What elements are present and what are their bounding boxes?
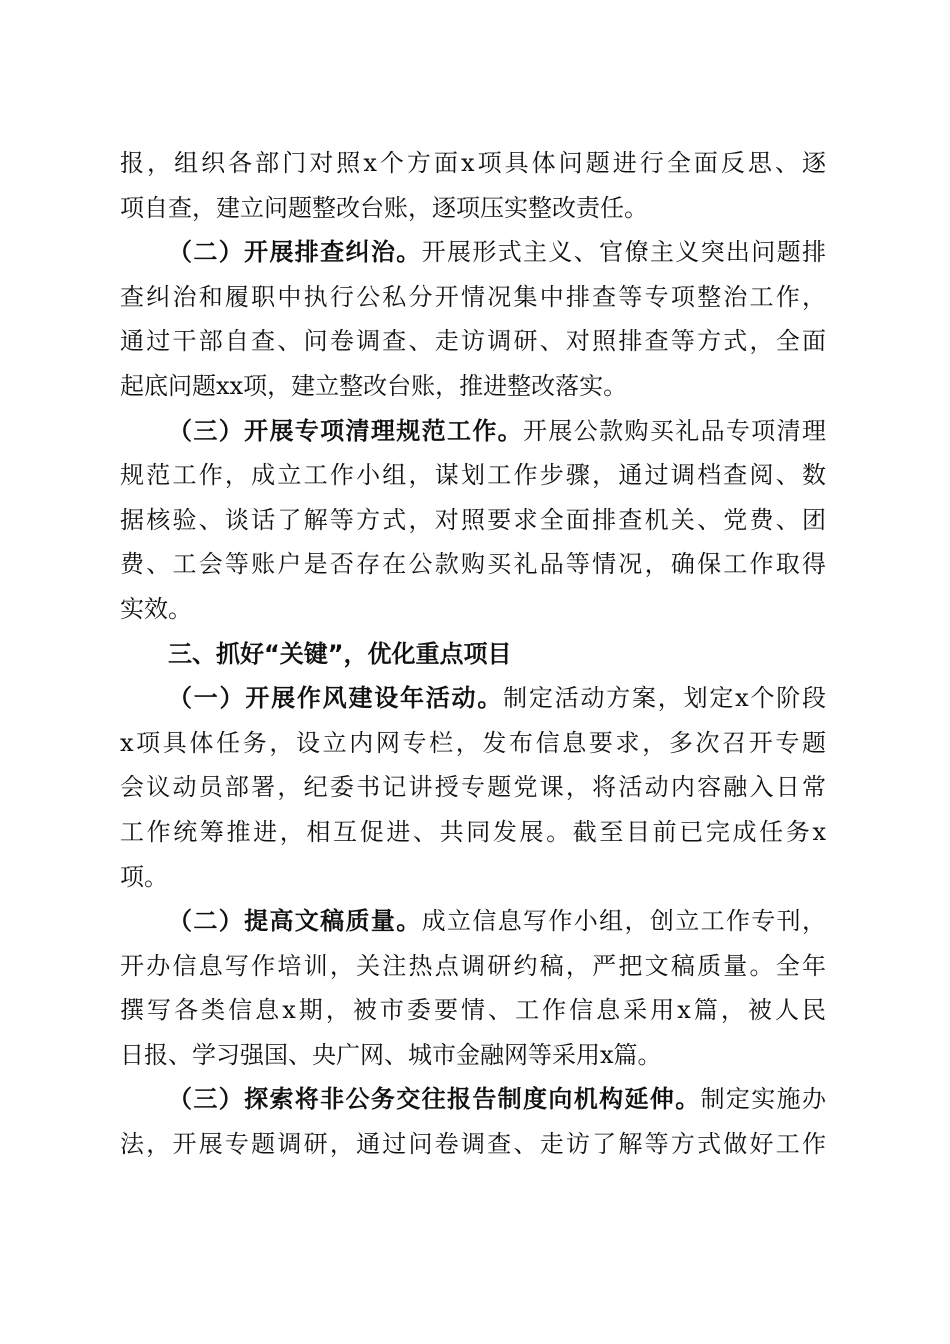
text-line: 起底问题xx项，建立整改台账，推进整改落实。 <box>120 371 628 400</box>
text-line <box>120 409 826 454</box>
text-line <box>120 1077 826 1122</box>
paragraph-3-cleanup <box>120 409 826 632</box>
text-line: 费、工会等账户是否存在公款购买礼品等情况，确保工作取得 <box>120 550 826 579</box>
text-line <box>120 899 826 944</box>
paragraph-reporting-system <box>120 1077 826 1166</box>
paragraph-document-quality <box>120 899 826 1077</box>
text-line: 报，组织各部门对照x个方面x项具体问题进行全面反思、逐 <box>120 149 826 177</box>
text-span: 开展公款购买礼品专项清理 <box>523 416 827 445</box>
text-line: 开办信息写作培训，关注热点调研约稿，严把文稿质量。全年 <box>120 951 826 980</box>
text-line <box>120 230 826 275</box>
text-line: 项自查，建立问题整改台账，逐项压实整改责任。 <box>120 193 648 222</box>
text-line: 据核验、谈话了解等方式，对照要求全面排查机关、党费、团 <box>120 505 826 534</box>
section-heading: 三、抓好“关键”，优化重点项目 <box>168 639 512 668</box>
paragraph-lead: （一）开展作风建设年活动。 <box>168 683 504 713</box>
text-span: 制定活动方案，划定x个阶段 <box>503 684 826 713</box>
text-line: 通过干部自查、问卷调查、走访调研、对照排查等方式，全面 <box>120 327 826 356</box>
text-line: 撰写各类信息x期，被市委要情、工作信息采用x篇，被人民 <box>120 996 826 1025</box>
paragraph-lead: （二）提高文稿质量。 <box>168 906 422 936</box>
text-line: 规范工作，成立工作小组，谋划工作步骤，通过调档查阅、数 <box>120 461 826 490</box>
paragraph-lead: （三）探索将非公务交往报告制度向机构延伸。 <box>168 1084 701 1114</box>
text-line: 会议动员部署，纪委书记讲授专题党课，将活动内容融入日常 <box>120 773 826 802</box>
text-line <box>120 676 826 721</box>
text-line: 实效。 <box>120 594 192 623</box>
text-line: 项。 <box>120 862 168 891</box>
paragraph-lead: （三）开展专项清理规范工作。 <box>168 415 524 445</box>
paragraph <box>120 141 826 230</box>
text-span: 成立信息写作小组，创立工作专刊， <box>421 907 827 936</box>
paragraph-work-style <box>120 676 826 899</box>
text-line: x项具体任务，设立内网专栏，发布信息要求，多次召开专题 <box>120 728 826 757</box>
paragraph-2-investigation <box>120 230 826 408</box>
document-body <box>120 141 826 1167</box>
text-line: 工作统筹推进，相互促进、共同发展。截至目前已完成任务x <box>120 817 826 846</box>
text-span: 制定实施办 <box>700 1085 827 1114</box>
text-line: 日报、学习强国、央广网、城市金融网等采用x篇。 <box>120 1040 662 1069</box>
text-line: 法，开展专题调研，通过问卷调查、走访了解等方式做好工作 <box>120 1130 826 1159</box>
text-line: 查纠治和履职中执行公私分开情况集中排查等专项整治工作， <box>120 282 826 311</box>
paragraph-lead: （二）开展排查纠治。 <box>168 237 422 267</box>
text-span: 开展形式主义、官僚主义突出问题排 <box>421 238 827 267</box>
